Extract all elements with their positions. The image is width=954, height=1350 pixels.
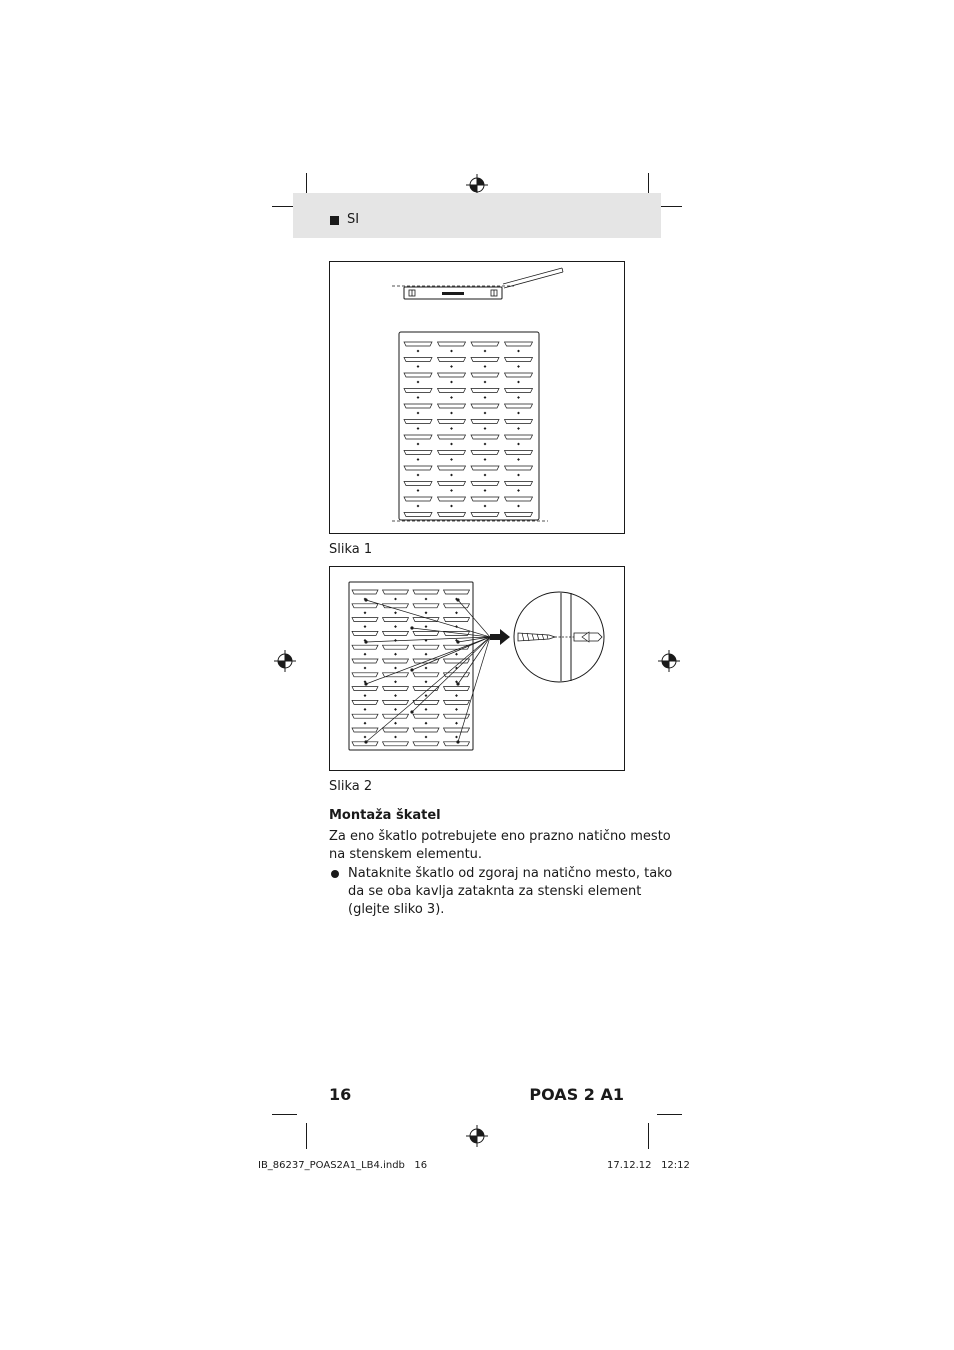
figure-2-illustration: [330, 567, 624, 770]
crop-mark: [272, 1114, 297, 1115]
bullet-line: Nataknite škatlo od zgoraj na natično mesto, tako: [348, 866, 673, 881]
crop-mark: [306, 1123, 307, 1149]
print-slug-file: IB_86237_POAS2A1_LB4.indb 16: [258, 1160, 428, 1171]
page-number: 16: [329, 1085, 352, 1104]
intro-line: Za eno škatlo potrebujete eno prazno natično mesto: [329, 829, 671, 844]
registration-crosshair-icon: [466, 1125, 488, 1147]
section-title: Montaža škatel: [329, 808, 441, 823]
language-header: [293, 193, 661, 238]
figure-2-caption: Slika 2: [329, 779, 373, 794]
crop-mark: [657, 1114, 682, 1115]
intro-line: na stenskem elementu.: [329, 847, 483, 862]
print-slug-datetime: 17.12.12 12:12: [607, 1160, 690, 1171]
figure-1-illustration: [330, 262, 624, 533]
crop-mark: [648, 1123, 649, 1149]
bullet-line: (glejte sliko 3).: [348, 902, 445, 917]
language-code: SI: [347, 212, 360, 227]
figure-1: [329, 261, 625, 534]
registration-crosshair-icon: [274, 650, 296, 672]
figure-1-caption: Slika 1: [329, 542, 373, 557]
registration-crosshair-icon: [658, 650, 680, 672]
figure-2: [329, 566, 625, 771]
bullet-line: da se oba kavlja zataknta za stenski element: [348, 884, 642, 899]
language-marker-icon: [330, 216, 339, 225]
model-name: POAS 2 A1: [529, 1085, 624, 1104]
bullet-dot-icon: [331, 870, 339, 878]
